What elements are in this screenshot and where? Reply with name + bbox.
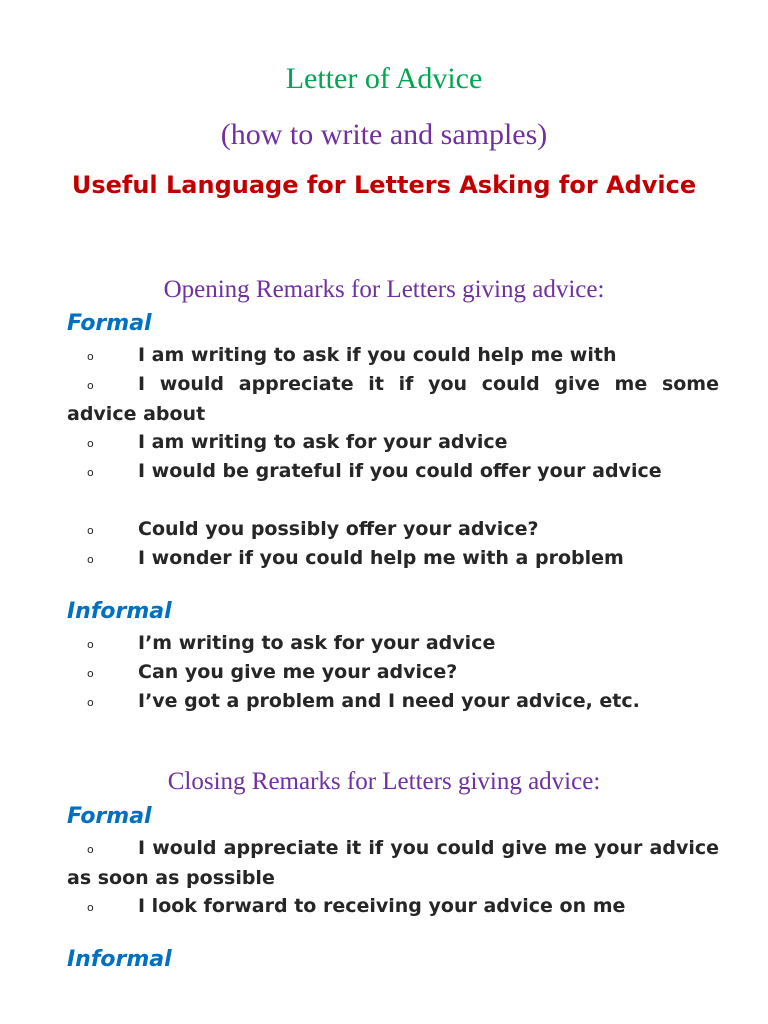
- closing-section-title: Closing Remarks for Letters giving advice:: [167, 768, 601, 795]
- list-item: [67, 544, 719, 574]
- opening-formal-label: Formal: [67, 311, 152, 336]
- bullet-icon: o: [87, 667, 94, 680]
- list-item: [67, 629, 719, 659]
- list-item-text: I am writing to ask for your advice: [138, 431, 508, 453]
- list-item: [67, 457, 719, 487]
- list-item-text: I would appreciate it if you could give me some advice about: [67, 373, 719, 425]
- list-item-text: I’m writing to ask for your advice: [138, 632, 496, 654]
- list-item-text: I’ve got a problem and I need your advice, etc.: [138, 690, 640, 712]
- list-item: [67, 370, 719, 429]
- list-item-text: I look forward to receiving your advice on me: [138, 895, 626, 917]
- bullet-icon: o: [87, 437, 94, 450]
- list-item-text: I would be grateful if you could offer your advice: [138, 460, 662, 482]
- list-item: [67, 687, 719, 717]
- bullet-icon: o: [87, 696, 94, 709]
- list-item-text: I am writing to ask if you could help me with: [138, 344, 617, 366]
- bullet-icon: o: [87, 524, 94, 537]
- bullet-icon: o: [87, 466, 94, 479]
- opening-section-title: Opening Remarks for Letters giving advice:: [163, 276, 605, 303]
- list-item: [67, 892, 719, 922]
- bullet-icon: o: [87, 638, 94, 651]
- document-subtitle: (how to write and samples): [220, 118, 548, 151]
- bullet-icon: o: [87, 350, 94, 363]
- document-title: Letter of Advice: [285, 62, 483, 95]
- closing-formal-label: Formal: [67, 804, 152, 829]
- list-item-text: I would appreciate it if you could give me your advice as soon as possible: [67, 837, 719, 889]
- bullet-icon: o: [87, 901, 94, 914]
- opening-informal-label: Informal: [67, 599, 172, 624]
- list-item-text: Can you give me your advice?: [138, 661, 458, 683]
- bullet-icon: o: [87, 379, 94, 392]
- list-item-text: Could you possibly offer your advice?: [138, 518, 539, 540]
- list-item: [67, 515, 719, 545]
- list-item: [67, 428, 719, 458]
- bullet-icon: o: [87, 843, 94, 856]
- main-heading: Useful Language for Letters Asking for Advice: [71, 171, 697, 199]
- closing-informal-label: Informal: [67, 947, 172, 972]
- list-item-text: I wonder if you could help me with a problem: [138, 547, 624, 569]
- list-item: [67, 834, 719, 893]
- bullet-icon: o: [87, 553, 94, 566]
- list-item: [67, 658, 719, 688]
- list-item: [67, 341, 719, 371]
